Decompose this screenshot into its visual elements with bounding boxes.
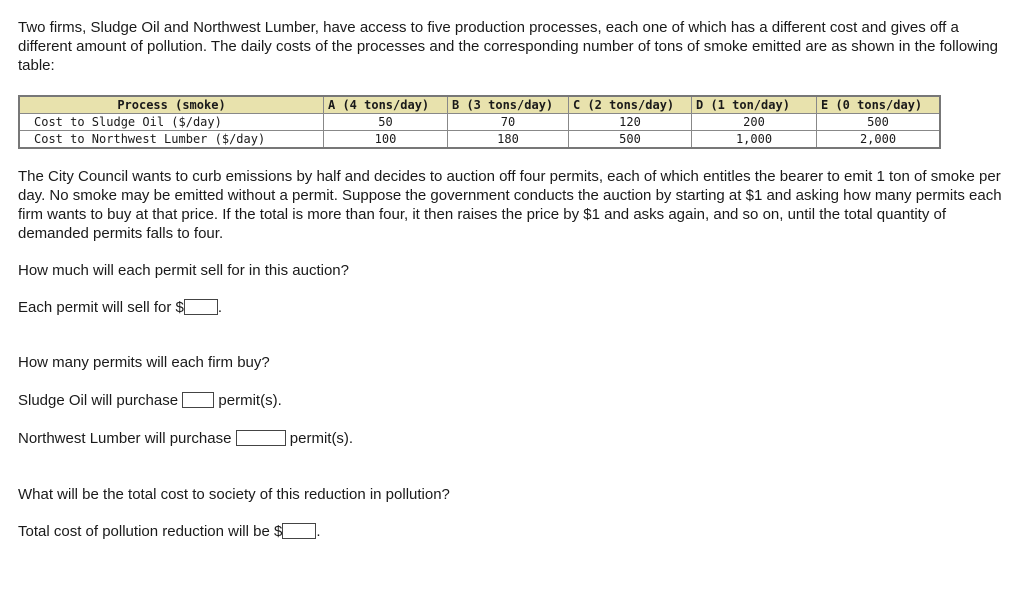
answer-suffix: permit(s). — [218, 392, 282, 409]
total-cost-input[interactable] — [282, 523, 316, 539]
table-header-b: B (3 tons/day) — [448, 96, 569, 114]
table-cell: 200 — [692, 114, 817, 131]
answer-total-cost — [18, 522, 321, 541]
table-cell: 500 — [817, 114, 941, 131]
table-cell: 120 — [569, 114, 692, 131]
answer-prefix: Total cost of pollution reduction will be $ — [18, 523, 283, 540]
question-permits-per-firm: How many permits will each firm buy? — [18, 354, 270, 371]
question-total-cost: What will be the total cost to society of this reduction in pollution? — [18, 486, 450, 503]
table-header-d: D (1 ton/day) — [692, 96, 817, 114]
intro-paragraph: Two firms, Sludge Oil and Northwest Lumber, have access to five production processes, each one of which has a different cost and gives off a different amount of pollution. The daily costs of the processes and the corresponding number of tons of smoke emitted are as shown in the following table: — [18, 19, 999, 74]
table-header-e: E (0 tons/day) — [817, 96, 941, 114]
northwest-lumber-permits-input[interactable] — [236, 430, 286, 446]
table-cell: 50 — [324, 114, 448, 131]
answer-suffix: permit(s). — [289, 430, 354, 447]
table-header-c: C (2 tons/day) — [569, 96, 692, 114]
process-cost-table — [18, 95, 941, 149]
table-header-a: A (4 tons/day) — [324, 96, 448, 114]
row-label-northwest-lumber: Cost to Northwest Lumber ($/day) — [19, 131, 324, 149]
table-cell: 70 — [448, 114, 569, 131]
auction-paragraph: The City Council wants to curb emissions by half and decides to auction off four permits, each of which entitles the bearer to emit 1 ton of smoke per day. No smoke may be emitted without a permit. Suppose the government conducts the auction by starting at $1 and asking how many permits each firm wants to buy at that price. If the total is more than four, it then raises the price by $1 and asks again, and so on, until the total quantity of demanded permits falls to four. — [18, 168, 1002, 242]
permit-price-input[interactable] — [184, 299, 218, 315]
answer-prefix: Each permit will sell for $ — [18, 299, 184, 316]
answer-suffix: . — [217, 299, 223, 316]
answer-suffix: . — [316, 523, 321, 540]
question-permit-price: How much will each permit sell for in this auction? — [18, 262, 349, 279]
table-cell: 1,000 — [692, 131, 817, 149]
table-header-process: Process (smoke) — [19, 96, 324, 114]
table-cell: 180 — [448, 131, 569, 149]
answer-northwest-lumber — [18, 429, 353, 448]
answer-sludge-oil — [18, 391, 282, 410]
answer-permit-price — [18, 298, 222, 317]
answer-prefix: Northwest Lumber will purchase — [18, 430, 232, 447]
table-cell: 500 — [569, 131, 692, 149]
sludge-oil-permits-input[interactable] — [182, 392, 214, 408]
table-cell: 100 — [324, 131, 448, 149]
row-label-sludge-oil: Cost to Sludge Oil ($/day) — [19, 114, 324, 131]
answer-prefix: Sludge Oil will purchase — [18, 392, 179, 409]
table-row-sludge-oil — [19, 114, 940, 131]
table-header-row — [19, 96, 940, 114]
table-row-northwest-lumber — [19, 131, 940, 149]
table-cell: 2,000 — [817, 131, 941, 149]
